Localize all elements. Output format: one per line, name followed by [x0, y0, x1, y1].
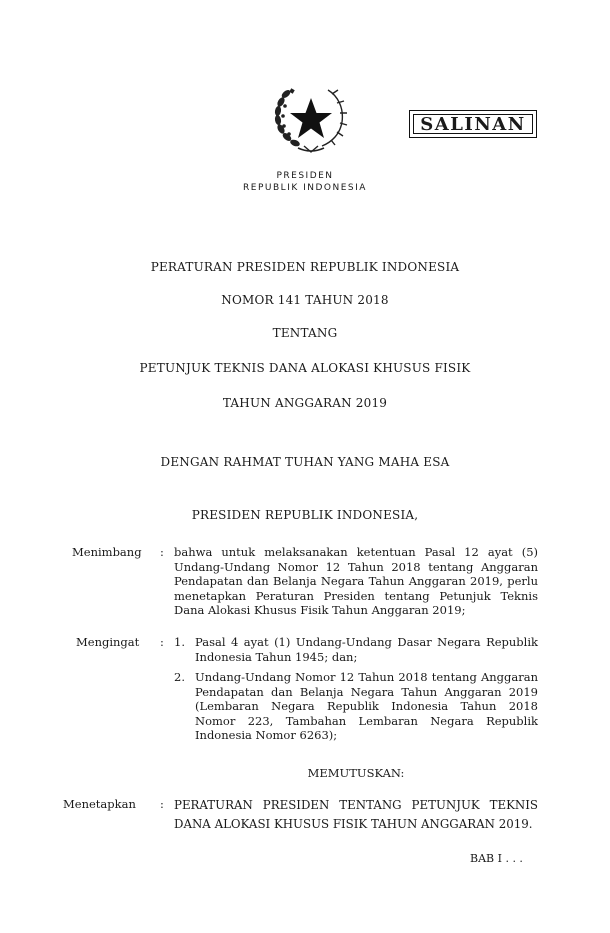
menetapkan-label: Menetapkan: [63, 797, 136, 811]
mengingat-colon: :: [160, 635, 164, 649]
menimbang-text: bahwa untuk melaksanakan ketentuan Pasal 12 ayat (5) Undang-Undang Nomor 12 Tahun 2018 tentang Anggaran Pendapatan dan Belanja Negara Tahun Anggaran 2019, perlu menetapkan Peraturan Presiden tentang Petunjuk Teknis Dana Alokasi Khusus Fisik Tahun Anggaran 2019;: [174, 545, 538, 618]
title-tentang: TENTANG: [272, 326, 338, 340]
title-regulation: PERATURAN PRESIDEN REPUBLIK INDONESIA: [150, 260, 460, 274]
page-continuation: BAB I . . .: [470, 852, 523, 865]
mengingat-item-1-number: 1.: [174, 635, 185, 649]
title-president: PRESIDEN REPUBLIK INDONESIA,: [191, 508, 419, 522]
title-invocation: DENGAN RAHMAT TUHAN YANG MAHA ESA: [160, 455, 450, 469]
menimbang-colon: :: [160, 545, 164, 559]
menetapkan-colon: :: [160, 797, 164, 811]
mengingat-item-1-text: Pasal 4 ayat (1) Undang-Undang Dasar Negara Republik Indonesia Tahun 1945; dan;: [195, 635, 538, 664]
presidential-emblem-icon: [268, 78, 354, 158]
memutuskan-heading: MEMUTUSKAN:: [307, 766, 405, 780]
title-number: NOMOR 141 TAHUN 2018: [221, 293, 389, 307]
mengingat-item-2-number: 2.: [174, 670, 185, 684]
title-year: TAHUN ANGGARAN 2019: [222, 396, 388, 410]
menetapkan-text: PERATURAN PRESIDEN TENTANG PETUNJUK TEKNIS DANA ALOKASI KHUSUS FISIK TAHUN ANGGARAN 2019.: [174, 798, 538, 831]
presiden-label-line1: PRESIDEN: [276, 171, 334, 181]
title-subject: PETUNJUK TEKNIS DANA ALOKASI KHUSUS FISIK: [139, 361, 471, 375]
presiden-label-line2: REPUBLIK INDONESIA: [243, 183, 367, 193]
mengingat-item-2-text: Undang-Undang Nomor 12 Tahun 2018 tentang Anggaran Pendapatan dan Belanja Negara Tahun Anggaran 2019 (Lembaran Negara Republik Indonesia Tahun 2018 Nomor 223, Tambahan Lembaran Negara Republik Indonesia Nomor 6263);: [195, 670, 538, 743]
salinan-stamp: [409, 110, 537, 138]
menimbang-label: Menimbang: [72, 545, 142, 559]
stamp-label: SALINAN: [420, 113, 526, 135]
mengingat-label: Mengingat: [76, 635, 140, 649]
